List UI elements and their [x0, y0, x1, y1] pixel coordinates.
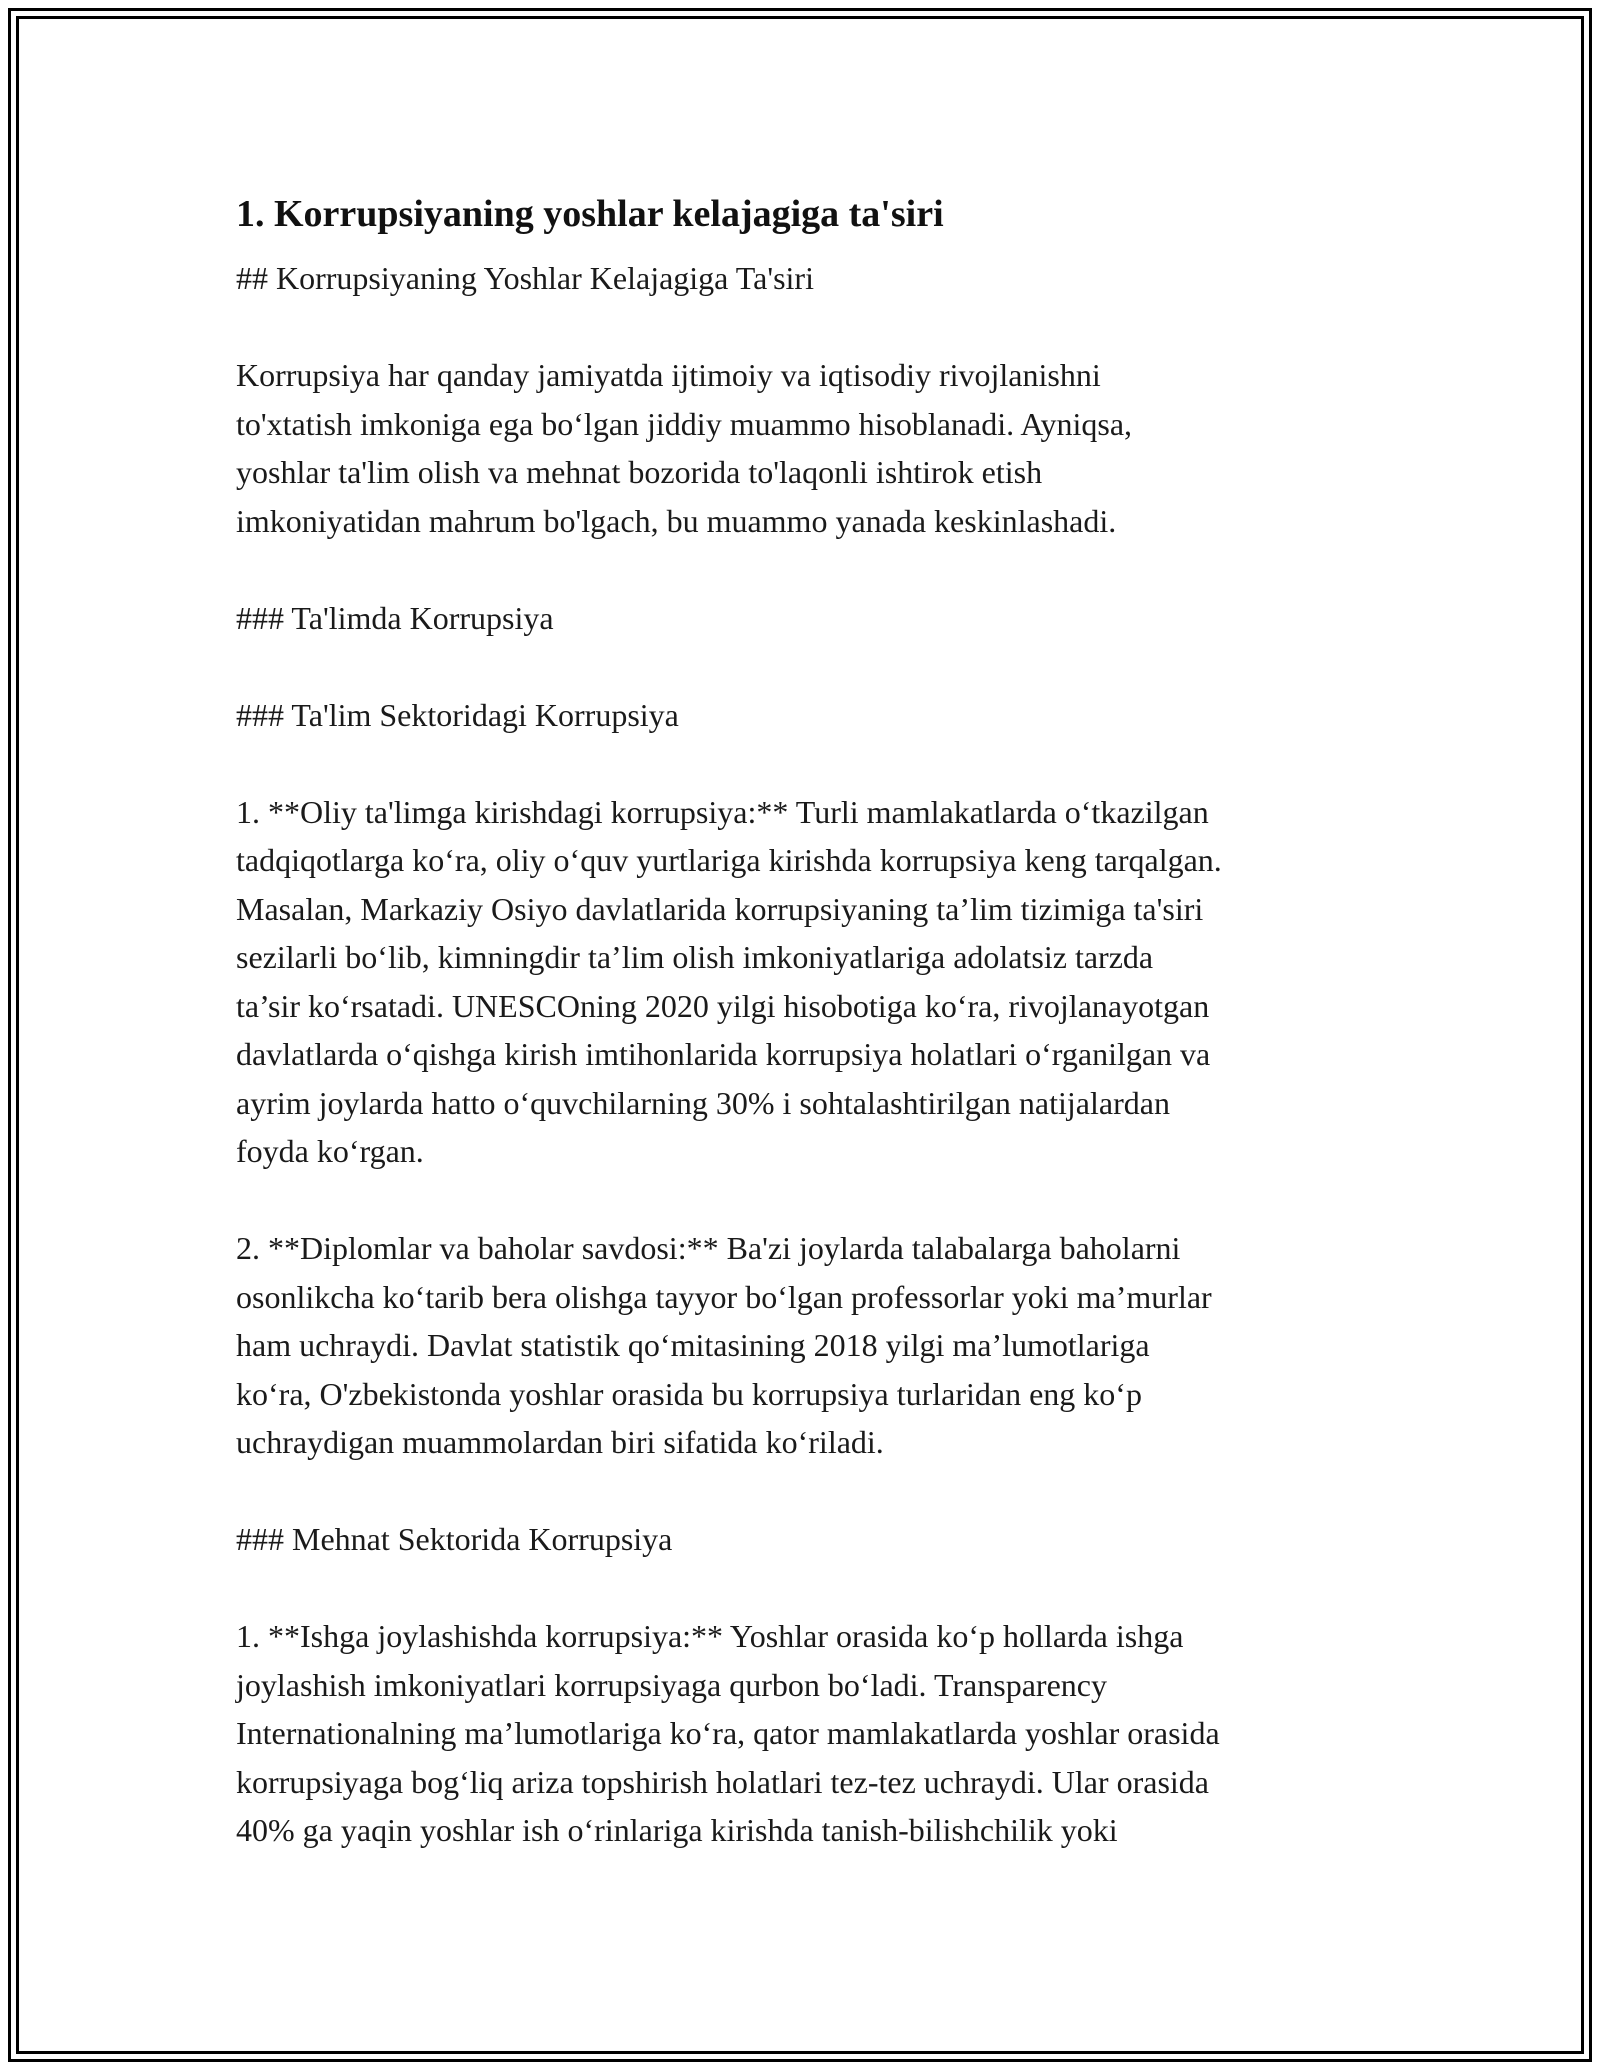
document-body — [236, 188, 1376, 1903]
paragraph-diplomas-grades: 2. **Diplomlar va baholar savdosi:** Ba'zi joylarda talabalarga baholarni osonlikcha ko‘tarib bera olishga tayyor bo‘lgan professorlar yoki ma’murlar ham uchraydi. Davlat statistik qo‘mitasining 2018 yilgi ma’lumotlariga ko‘ra, O'zbekistonda yoshlar orasida bu korrupsiya turlaridan eng ko‘p uchraydigan muammolardan biri sifatida ko‘riladi. — [236, 1230, 1212, 1460]
section-heading-education: ### Ta'limda Korrupsiya — [236, 599, 554, 636]
section-heading-main: ## Korrupsiyaning Yoshlar Kelajagiga Ta'siri — [236, 260, 814, 296]
intro-paragraph: Korrupsiya har qanday jamiyatda ijtimoiy va iqtisodiy rivojlanishni to'xtatish imkoniga ega bo‘lgan jiddiy muammo hisoblanadi. Ayniqsa, yoshlar ta'lim olish va mehnat bozorida to'laqonli ishtirok etish imkoniyatidan mahrum bo'lgach, bu muammo yanada keskinlashadi. — [236, 357, 1133, 539]
document-title: 1. Korrupsiyaning yoshlar kelajagiga ta'siri — [236, 193, 944, 235]
paragraph-higher-education-admission: 1. **Oliy ta'limga kirishdagi korrupsiya:** Turli mamlakatlarda o‘tkazilgan tadqiqotlarga ko‘ra, oliy o‘quv yurtlariga kirishda korrupsiya keng tarqalgan. Masalan, Markaziy Osiyo davlatlarida korrupsiyaning ta’lim tizimiga ta'siri sezilarli bo‘lib, kimningdir ta’lim olish imkoniyatlariga adolatsiz tarzda ta’sir ko‘rsatadi. UNESCOning 2020 yilgi hisobotiga ko‘ra, rivojlanayotgan davlatlarda o‘qishga kirish imtihonlarida korrupsiya holatlari o‘rganilgan va ayrim joylarda hatto o‘quvchilarning 30% i sohtalashtirilgan natijalardan foyda ko‘rgan. — [236, 793, 1222, 1169]
section-heading-education-sector: ### Ta'lim Sektoridagi Korrupsiya — [236, 696, 679, 733]
paragraph-employment-corruption: 1. **Ishga joylashishda korrupsiya:** Yoshlar orasida ko‘p hollarda ishga joylashish imkoniyatlari korrupsiyaga qurbon bo‘ladi. Transparency Internationalning ma’lumotlariga ko‘ra, qator mamlakatlarda yoshlar orasida korrupsiyaga bog‘liq ariza topshirish holatlari tez-tez uchraydi. Ular orasida 40% ga yaqin yoshlar ish o‘rinlariga kirishda tanish-bilishchilik yoki — [236, 1618, 1220, 1848]
section-heading-labor-sector: ### Mehnat Sektorida Korrupsiya — [236, 1521, 673, 1557]
